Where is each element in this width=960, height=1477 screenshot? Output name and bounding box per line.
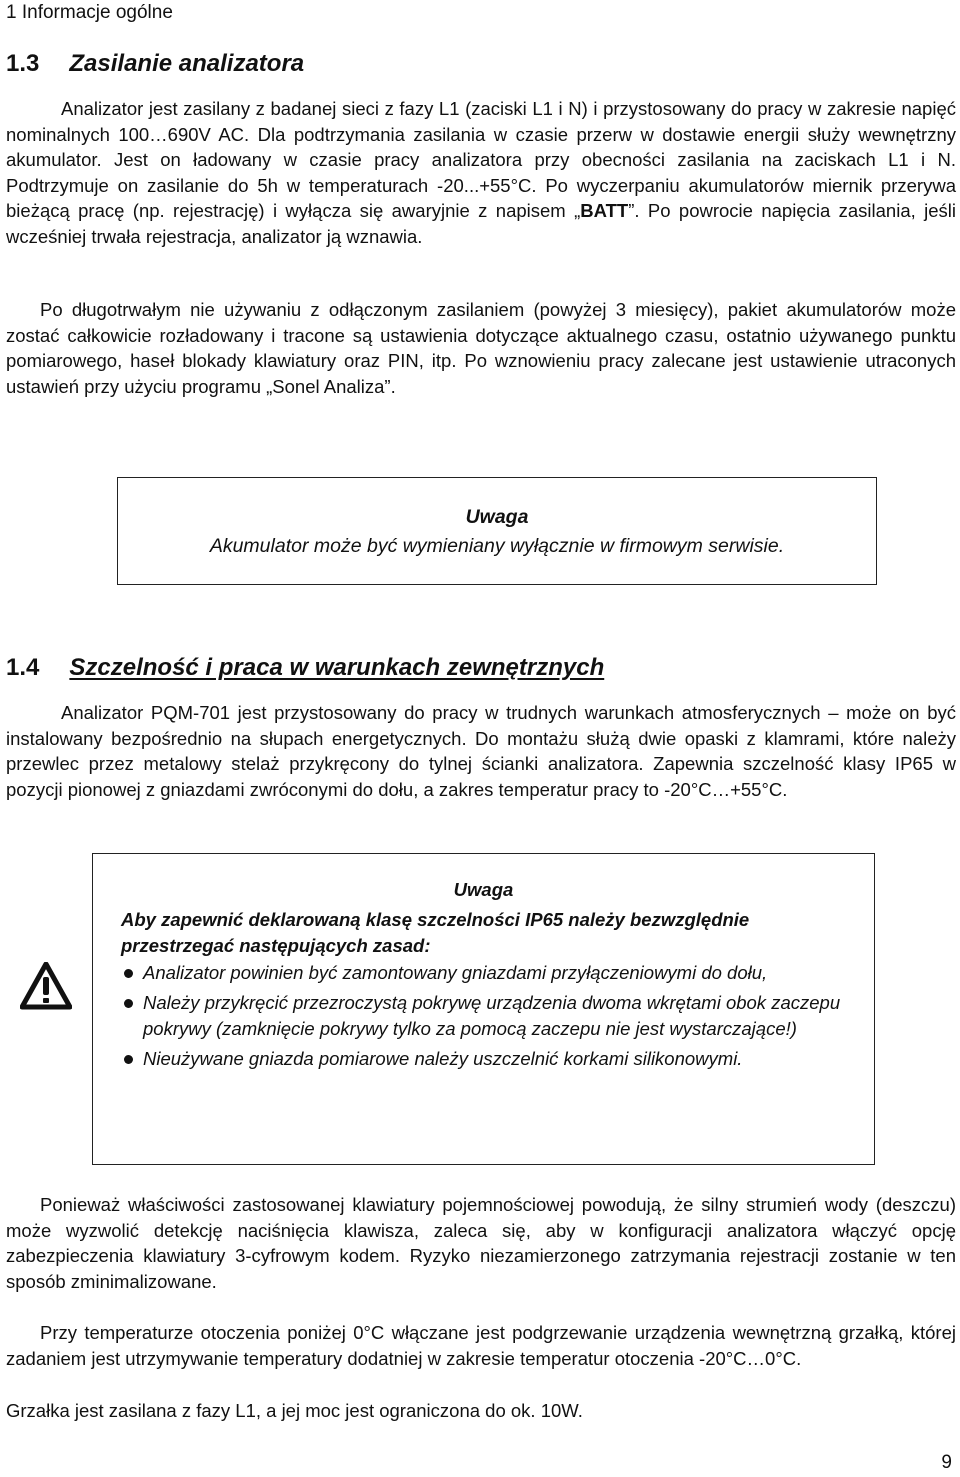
- heater-power-text: Grzałka jest zasilana z fazy L1, a jej moc jest ograniczona do ok. 10W.: [6, 1400, 583, 1421]
- batt-label: BATT: [580, 200, 629, 222]
- note-box-battery: [117, 477, 877, 585]
- power-text-end: ”. Po powrocie napięcia zasilania, jeśli wcześniej trwała rejestracja, analizator ją wznawia.: [6, 200, 956, 247]
- rules-list: [121, 960, 846, 1071]
- warning-triangle-icon: [20, 962, 72, 1010]
- keyboard-text: Ponieważ właściwości zastosowanej klawiatury pojemnościowej powodują, że silny strumień wody (deszczu) może wyzwolić detekcję naciśnięcia klawisza, zaleca się, aby w konfiguracji analizatora włączyć opcję zabezpieczenia klawiatury 3-cyfrowym kodem. Ryzyko niezamierzonego zatrzymania rejestracji zostanie w ten sposób zminimalizowane.: [6, 1194, 956, 1292]
- sealing-text: Analizator PQM-701 jest przystosowany do pracy w trudnych warunkach atmosferycznych – może on być instalowany bezpośrednio na słupach energetycznych. Do montażu służą dwie opaski z klamrami, które należy przewlec przez metalowy stelaż przykręcony do tylnej ścianki analizatora. Zapewnia szczelność klasy IP65 w pozycji pionowej z gniazdami zwróconymi do dołu, a zakres temperatur pracy to -20°C…+55°C.: [6, 702, 956, 800]
- note-title: Uwaga: [465, 506, 529, 528]
- heater-paragraph: [6, 1320, 956, 1371]
- section-title: Zasilanie analizatora: [69, 50, 305, 77]
- keyboard-paragraph: [6, 1192, 956, 1294]
- power-text: Analizator jest zasilany z badanej sieci z fazy L1 (zaciski L1 i N) i przystosowany do pracy w zakresie napięć nominalnych 100…690V AC. Dla podtrzymania zasilania w czasie przerw w dostawie energii służy wewnętrzny akumulator. Jest on ładowany w czasie pracy analizatora przy obecności zasilania na zaciskach L1 i N. Podtrzymuje on zasilanie do 5h w temperaturach -20...+55°C. Po wyczerpaniu akumulatorów miernik przerywa bieżącą pracę (np. rejestrację) i wyłącza się awaryjnie z napisem „: [6, 98, 956, 222]
- section-1-4-heading: [6, 654, 604, 682]
- note-box-ip65: [92, 853, 875, 1165]
- heater-text: Przy temperaturze otoczenia poniżej 0°C włączane jest podgrzewanie urządzenia wewnętrzną grzałką, której zadaniem jest utrzymywanie temperatury dodatniej w zakresie temperatur otoczenia -20°C…0°C.: [6, 1322, 956, 1369]
- sealing-paragraph-1: [6, 700, 956, 802]
- rule-item: Nieużywane gniazda pomiarowe należy uszczelnić korkami silikonowymi.: [121, 1046, 846, 1072]
- battery-text: Po długotrwałym nie używaniu z odłączonym zasilaniem (powyżej 3 miesięcy), pakiet akumulatorów może zostać całkowicie rozładowany i tracone są ustawienia dotyczące aktualnego czasu, ostatnio używanego punktu pomiarowego, haseł blokady klawiatury oraz PIN, itp. Po wznowieniu pracy zalecane jest ustawienie utraconych ustawień przy użyciu programu „Sonel Analiza”.: [6, 299, 956, 397]
- rule-item: Analizator powinien być zamontowany gniazdami przyłączeniowymi do dołu,: [121, 960, 846, 986]
- note-title: Uwaga: [453, 879, 514, 900]
- section-number: 1.4: [6, 654, 40, 681]
- power-paragraph-1: [6, 96, 956, 250]
- section-number: 1.3: [6, 50, 40, 77]
- note-warning: Aby zapewnić deklarowaną klasę szczelności IP65 należy bezwzględnie przestrzegać następujących zasad:: [121, 908, 750, 956]
- page-number: 9: [941, 1452, 952, 1473]
- heater-power-paragraph: [6, 1398, 956, 1424]
- section-1-3-heading: [6, 50, 304, 78]
- power-paragraph-2: [6, 297, 956, 399]
- rule-item: Należy przykręcić przezroczystą pokrywę urządzenia dwoma wkrętami obok zaczepu pokrywy (zamknięcie pokrywy tylko za pomocą zaczepu nie jest wystarczające!): [121, 990, 846, 1042]
- chapter-header: 1 Informacje ogólne: [6, 2, 173, 23]
- note-text: Akumulator może być wymieniany wyłącznie w firmowym serwisie.: [209, 535, 785, 557]
- section-title: Szczelność i praca w warunkach zewnętrznych: [69, 654, 605, 681]
